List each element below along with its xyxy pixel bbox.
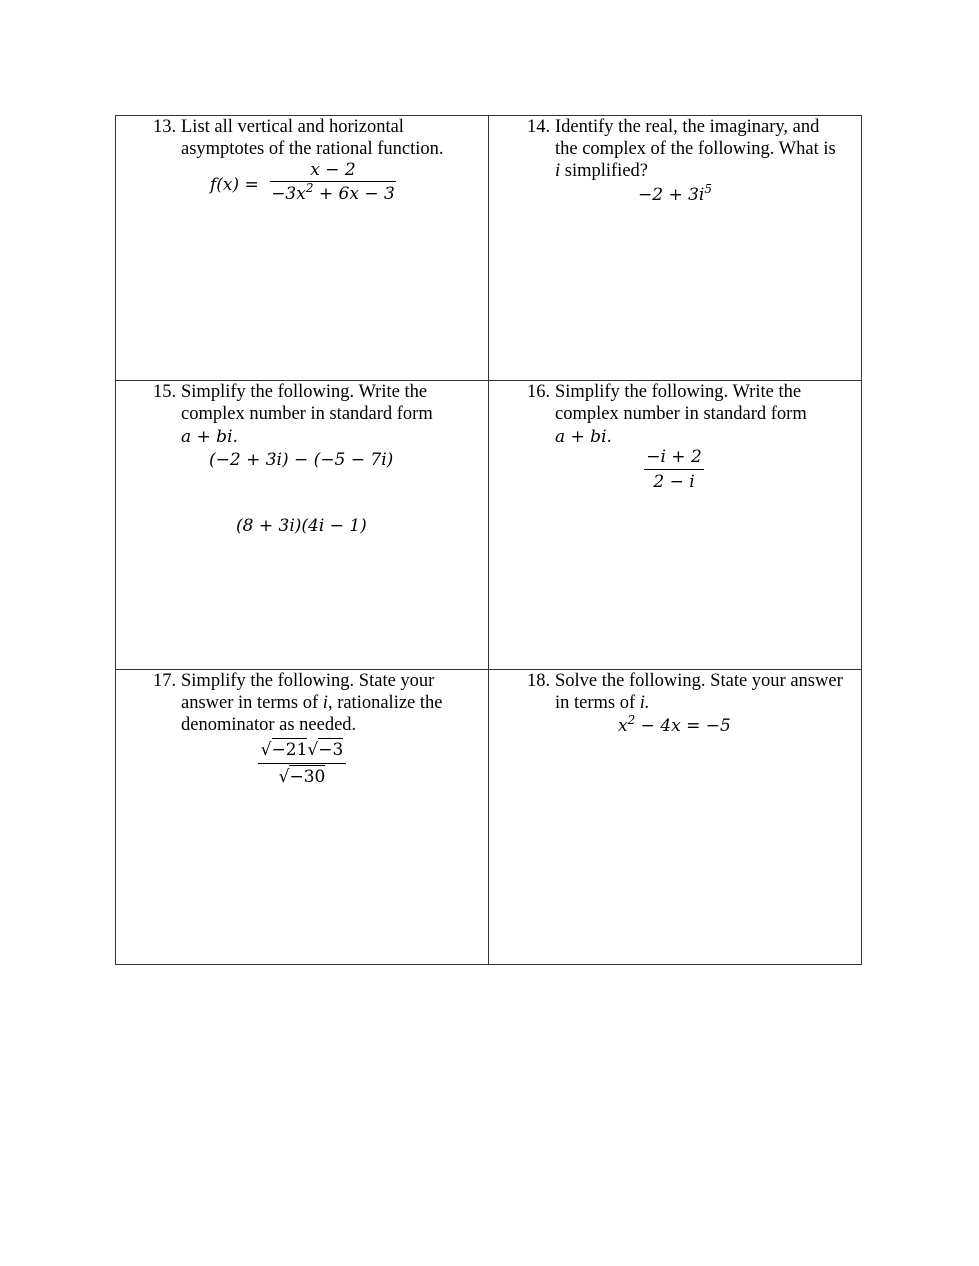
fraction-denominator: √−30 <box>278 767 326 787</box>
radical-sign: √ <box>307 740 319 760</box>
problem-text-line: the complex of the following. What is <box>555 139 836 159</box>
fraction-numerator: x − 2 <box>310 160 356 180</box>
problem-text-line: i simplified? <box>555 161 648 181</box>
column-divider <box>488 115 489 965</box>
problem-text-line: complex number in standard form <box>181 404 433 424</box>
fraction-denominator: 2 − i <box>653 472 695 492</box>
problem-number: 18. <box>527 671 551 691</box>
problem-text-line: asymptotes of the rational function. <box>181 139 444 159</box>
problem-text-line: List all vertical and horizontal <box>181 117 404 137</box>
problem-text-line: Simplify the following. Write the <box>181 382 428 402</box>
standard-form: a + bi. <box>555 427 612 447</box>
problem-text-line: answer in terms of i, rationalize the <box>181 693 443 713</box>
quadratic-equation: $x^2 - 4x = -5$ <box>618 713 731 736</box>
complex-fraction <box>644 446 704 494</box>
fraction-denominator: $-3x^2 + 6x - 3$ <box>271 181 395 204</box>
function-label: f(x) = <box>210 175 259 195</box>
problem-text-line: Simplify the following. Write the <box>555 382 802 402</box>
radical-sign: √ <box>260 740 272 760</box>
fraction-numerator: √−21√−3 <box>260 740 344 760</box>
problem-number: 13. <box>153 117 177 137</box>
standard-form: a + bi. <box>181 427 238 447</box>
radical-sign: √ <box>278 767 290 787</box>
problem-text-line: Solve the following. State your answer <box>555 671 843 691</box>
fraction-numerator: −i + 2 <box>646 447 702 467</box>
problem-number: 15. <box>153 382 177 402</box>
problem-number: 16. <box>527 382 551 402</box>
problem-text-line: denominator as needed. <box>181 715 357 735</box>
problem-text-line: Identify the real, the imaginary, and <box>555 117 820 137</box>
problem-number: 14. <box>527 117 551 137</box>
rational-fraction <box>270 159 396 207</box>
radical-fraction <box>258 738 346 790</box>
problem-text-line: in terms of i. <box>555 693 650 713</box>
problem-text-line: Simplify the following. State your <box>181 671 435 691</box>
complex-expression: $-2 + 3i^5$ <box>638 182 713 205</box>
problem-number: 17. <box>153 671 177 691</box>
problem-text-line: complex number in standard form <box>555 404 807 424</box>
expression-1: (−2 + 3i) − (−5 − 7i) <box>209 450 394 470</box>
expression-2: (8 + 3i)(4i − 1) <box>236 516 367 536</box>
